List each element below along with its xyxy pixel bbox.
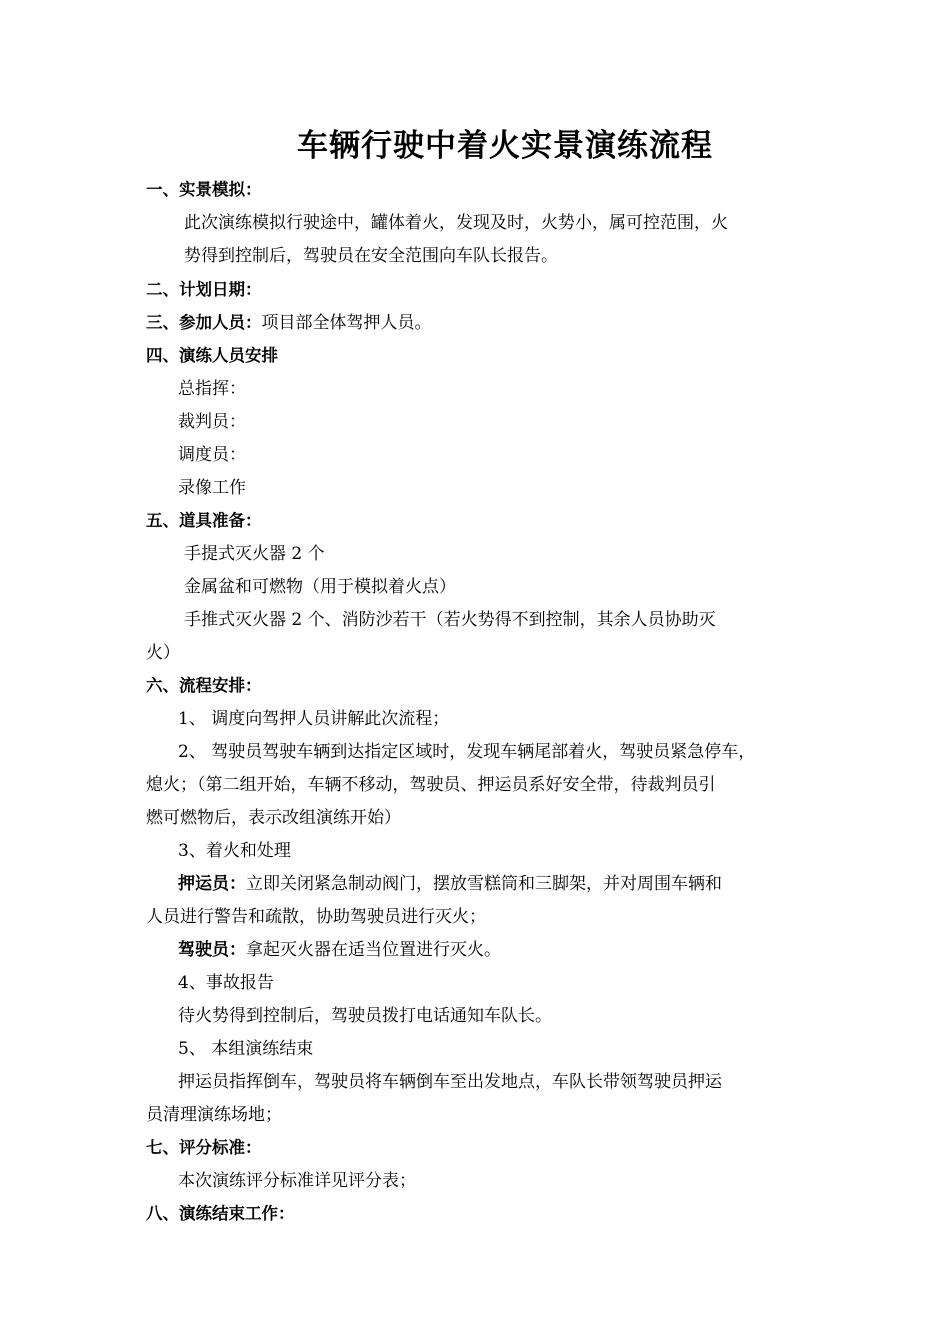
step-2-line-1: 2、 驾驶员驾驶车辆到达指定区域时，发现车辆尾部着火，驾驶员紧急停车， <box>178 742 756 762</box>
referee-line: 裁判员： <box>178 412 246 432</box>
step-2-line-2: 熄火；（第二组开始，车辆不移动，驾驶员、押运员系好安全带，待裁判员引 <box>146 775 716 795</box>
step-4: 4、事故报告 <box>178 973 274 993</box>
section-1-line-1: 此次演练模拟行驶途中，罐体着火，发现及时，火势小，属可控范围，火 <box>184 213 728 233</box>
recording-line: 录像工作 <box>178 478 246 498</box>
section-8-heading: 八、演练结束工作： <box>146 1204 295 1223</box>
section-1-heading: 一、实景模拟： <box>146 180 262 199</box>
document-title: 车辆行驶中着火实景演练流程 <box>297 128 713 164</box>
section-3-heading-label: 三、参加人员： <box>146 313 262 332</box>
section-3-heading <box>146 311 432 335</box>
step-1: 1、 调度向驾押人员讲解此次流程； <box>178 709 450 729</box>
step-5: 5、 本组演练结束 <box>178 1039 314 1059</box>
props-line-1: 手提式灭火器 2 个 <box>184 544 325 564</box>
props-line-4: 火） <box>146 643 180 663</box>
commander-line: 总指挥： <box>178 379 246 399</box>
escort-text-1: 立即关闭紧急制动阀门，摆放雪糕筒和三脚架，并对周围车辆和 <box>246 874 722 894</box>
driver-text: 拿起灭火器在适当位置进行灭火。 <box>246 940 501 960</box>
section-6-heading: 六、流程安排： <box>146 676 262 695</box>
driver-label: 驾驶员： <box>178 940 246 960</box>
section-1-line-2: 势得到控制后，驾驶员在安全范围向车队长报告。 <box>184 246 558 266</box>
dispatcher-line: 调度员： <box>178 445 246 465</box>
escort-duty-line-2: 人员进行警告和疏散，协助驾驶员进行灭火； <box>146 907 486 927</box>
section-3-text: 项目部全体驾押人员。 <box>261 313 432 333</box>
step-5-line-1: 押运员指挥倒车，驾驶员将车辆倒车至出发地点，车队长带领驾驶员押运 <box>178 1072 722 1092</box>
driver-duty-line <box>178 938 501 962</box>
section-2-heading: 二、计划日期： <box>146 280 262 299</box>
step-5-line-2: 员清理演练场地； <box>146 1105 282 1125</box>
section-4-heading: 四、演练人员安排 <box>146 346 278 365</box>
section-5-heading: 五、道具准备： <box>146 511 262 530</box>
step-2-line-3: 燃可燃物后，表示改组演练开始） <box>146 808 401 828</box>
section-7-text: 本次演练评分标准详见评分表； <box>178 1171 416 1191</box>
section-7-heading: 七、评分标准： <box>146 1138 262 1157</box>
escort-label: 押运员： <box>178 874 246 894</box>
escort-duty-line-1 <box>178 872 722 896</box>
step-3: 3、着火和处理 <box>178 841 291 861</box>
props-line-3: 手推式灭火器 2 个、消防沙若干（若火势得不到控制，其余人员协助灭 <box>184 610 716 630</box>
step-4-text: 待火势得到控制后，驾驶员拨打电话通知车队长。 <box>178 1006 552 1026</box>
props-line-2: 金属盆和可燃物（用于模拟着火点） <box>184 577 456 597</box>
